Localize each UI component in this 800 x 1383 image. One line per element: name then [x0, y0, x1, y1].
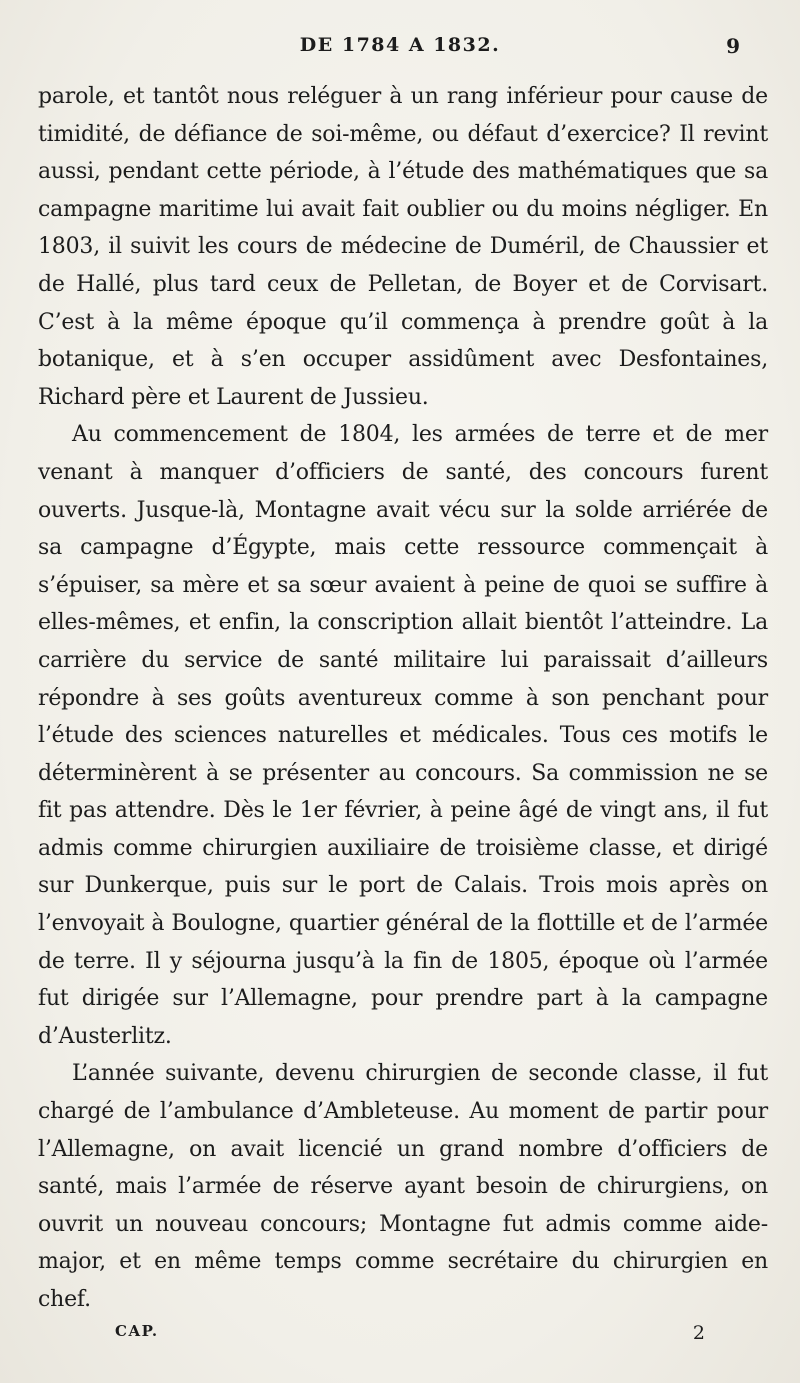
page-footer [115, 1322, 705, 1352]
signature-mark: CAP. [115, 1322, 159, 1340]
sheet-number: 2 [692, 1322, 705, 1344]
paragraph-3: L’année suivante, devenu chirurgien de seconde classe, il fut chargé de l’ambulance d’Ambleteuse. Au moment de partir pour l’Allemagne, on avait licencié un grand nombre d’officiers de santé, mais l’armée de réserve ayant besoin de chirurgiens, on ouvrit un nouveau concours; Montagne fut admis comme aide-major, et en même temps comme secrétaire du chirurgien en chef. [38, 1061, 768, 1312]
running-title: DE 1784 A 1832. [299, 34, 501, 56]
paragraph-2: Au commencement de 1804, les armées de terre et de mer venant à manquer d’officiers de santé, des concours furent ouverts. Jusque-là, Montagne avait vécu sur la solde arriérée de sa campagne d’Égypte, mais cette ressource commençait à s’épuiser, sa mère et sa sœur avaient à peine de quoi se suffire à elles-mêmes, et enfin, la conscription allait bientôt l’atteindre. La carrière du service de santé militaire lui paraissait d’ailleurs répondre à ses goûts aventureux comme à son penchant pour l’étude des sciences naturelles et médicales. Tous ces motifs le déterminèrent à se présenter au concours. Sa commission ne se fit pas attendre. Dès le 1er février, à peine âgé de vingt ans, il fut admis comme chirurgien auxiliaire de troisième classe, et dirigé sur Dunkerque, puis sur le port de Calais. Trois mois après on l’envoyait à Boulogne, quartier général de la flottille et de l’armée de terre. Il y séjourna jusqu’à la fin de 1805, époque où l’armée fut dirigée sur l’Allemagne, pour prendre part à la campagne d’Austerlitz. [38, 422, 768, 1049]
page-header [60, 34, 740, 64]
page-number: 9 [726, 34, 740, 58]
paragraph-1: parole, et tantôt nous reléguer à un rang inférieur pour cause de timidité, de défiance de soi-même, ou défaut d’exercice? Il revint aussi, pendant cette période, à l’étude des mathématiques que sa campagne maritime lui avait fait oublier ou du moins négliger. En 1803, il suivit les cours de médecine de Duméril, de Chaussier et de Hallé, plus tard ceux de Pelletan, de Boyer et de Corvisart. C’est à la même époque qu’il commença à prendre goût à la botanique, et à s’en occuper assidûment avec Desfontaines, Richard père et Laurent de Jussieu. [38, 84, 768, 410]
body-text [38, 78, 768, 1319]
